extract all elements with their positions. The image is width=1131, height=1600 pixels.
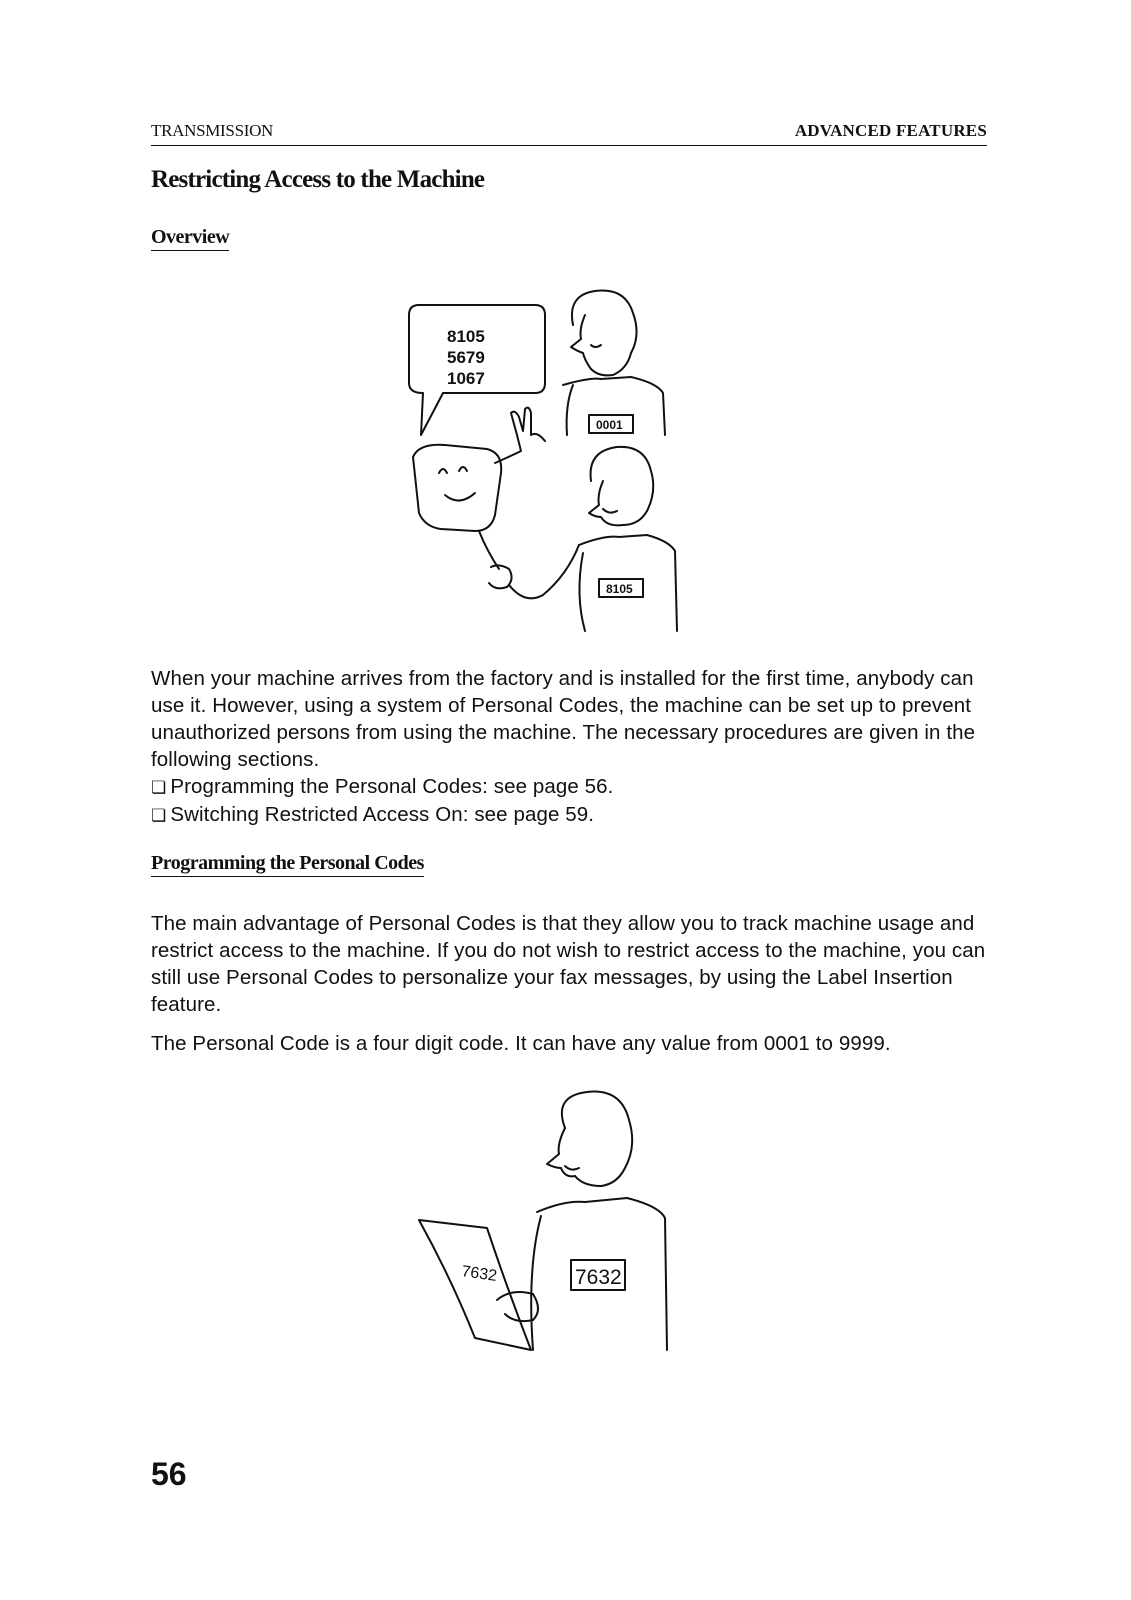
badge-code: 7632 xyxy=(575,1266,622,1289)
overview-heading: Overview xyxy=(151,226,229,251)
speech-code-2: 5679 xyxy=(447,348,485,367)
programming-paragraph-2: The Personal Code is a four digit code. It can have any value from 0001 to 9999. xyxy=(151,1032,891,1055)
bottom-person xyxy=(509,447,677,631)
bullet-item: ❏ Switching Restricted Access On: see page 59. xyxy=(151,801,991,829)
badge-bottom-code: 8105 xyxy=(606,582,633,596)
programming-heading: Programming the Personal Codes xyxy=(151,852,424,877)
speech-code-1: 8105 xyxy=(447,327,485,346)
running-header-section: TRANSMISSION xyxy=(151,121,274,140)
machine-character xyxy=(413,408,545,589)
paper-code: 7632 xyxy=(460,1263,499,1285)
personal-code-illustration xyxy=(415,1088,685,1368)
page-number: 56 xyxy=(151,1456,187,1492)
page-title: Restricting Access to the Machine xyxy=(151,166,485,193)
top-person xyxy=(563,290,665,435)
code-paper xyxy=(419,1220,531,1350)
programming-paragraph-1: The main advantage of Personal Codes is that they allow you to track machine usage and restrict access to the machine. If you do not wish to restrict access to the machine, you can still use Personal Codes to personalize your fax messages, by using the Label Insertion feature. xyxy=(151,912,986,1016)
person-with-paper xyxy=(419,1092,667,1350)
bullet-item: ❏ Programming the Personal Codes: see page 56. xyxy=(151,773,991,801)
overview-text xyxy=(151,665,991,829)
overview-paragraph: When your machine arrives from the factory and is installed for the first time, anybody can use it. However, using a system of Personal Codes, the machine can be set up to prevent unauthorized persons from using the machine. The necessary procedures are given in the following sections. xyxy=(151,667,976,771)
badge-top-code: 0001 xyxy=(596,418,623,432)
programming-text xyxy=(151,910,991,1057)
speech-code-3: 1067 xyxy=(447,369,485,388)
header-rule xyxy=(151,145,987,146)
running-header-chapter: ADVANCED FEATURES xyxy=(794,121,987,140)
machine-users-illustration xyxy=(395,285,695,650)
